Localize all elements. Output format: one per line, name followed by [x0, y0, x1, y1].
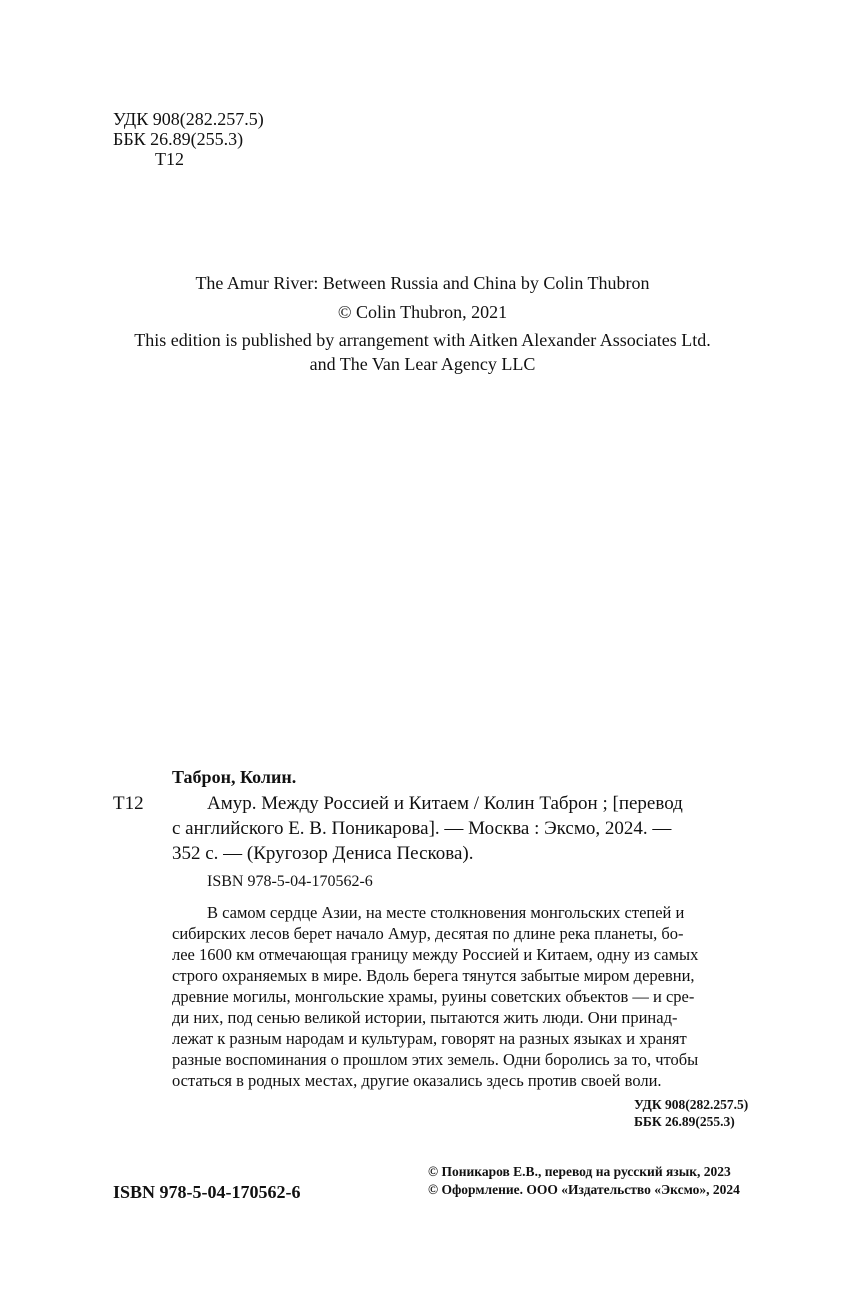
- annotation-line: лежат к разным народам и культурам, говорят на разных языках и хранят: [172, 1029, 687, 1048]
- bibliography-line-2: с английского Е. В. Поникарова]. — Москва : Эксмо, 2024. —: [172, 818, 672, 839]
- udk-code-bottom: УДК 908(282.257.5): [634, 1097, 749, 1112]
- annotation-line: ди них, под сенью великой истории, пытаются жить люди. Они принад-: [172, 1008, 678, 1027]
- annotation-line: древние могилы, монгольские храмы, руины советских объектов — и сре-: [172, 987, 695, 1006]
- original-copyright-line: © Colin Thubron, 2021: [337, 302, 508, 322]
- annotation-line: сибирских лесов берет начало Амур, десятая по длине река планеты, бо-: [172, 924, 684, 943]
- annotation-line: остаться в родных местах, другие оказались здесь против своей воли.: [172, 1071, 662, 1090]
- annotation-line: разные воспоминания о прошлом этих земель. Одни боролись за то, чтобы: [172, 1050, 699, 1069]
- bbk-code-top: ББК 26.89(255.3): [113, 129, 244, 149]
- bbk-code-bottom: ББК 26.89(255.3): [634, 1114, 735, 1129]
- arrangement-line-1: This edition is published by arrangement with Aitken Alexander Associates Ltd.: [134, 330, 711, 350]
- isbn-footer: ISBN 978-5-04-170562-6: [113, 1182, 301, 1202]
- annotation-line: строго охраняемых в мире. Вдоль берега тянутся забытые миром деревни,: [172, 966, 695, 985]
- isbn-line: ISBN 978-5-04-170562-6: [207, 873, 373, 890]
- author-code-bibliography: Т12: [113, 793, 144, 814]
- arrangement-line-2: and The Van Lear Agency LLC: [309, 354, 536, 374]
- udk-code-top: УДК 908(282.257.5): [113, 109, 264, 129]
- copyright-translation: © Поникаров Е.В., перевод на русский язык, 2023: [428, 1164, 731, 1179]
- author-code-top: Т12: [155, 149, 184, 169]
- author-heading: Таброн, Колин.: [172, 767, 297, 787]
- copyright-design: © Оформление. ООО «Издательство «Эксмо», 2024: [428, 1182, 740, 1197]
- bibliography-line-3: 352 с. — (Кругозор Дениса Пескова).: [172, 843, 474, 864]
- original-title-line: The Amur River: Between Russia and China by Colin Thubron: [195, 273, 650, 293]
- annotation-line: В самом сердце Азии, на месте столкновения монгольских степей и: [207, 903, 685, 922]
- bibliography-line-1: Амур. Между Россией и Китаем / Колин Таброн ; [перевод: [207, 793, 683, 814]
- annotation-line: лее 1600 км отмечающая границу между Россией и Китаем, одну из самых: [172, 945, 699, 964]
